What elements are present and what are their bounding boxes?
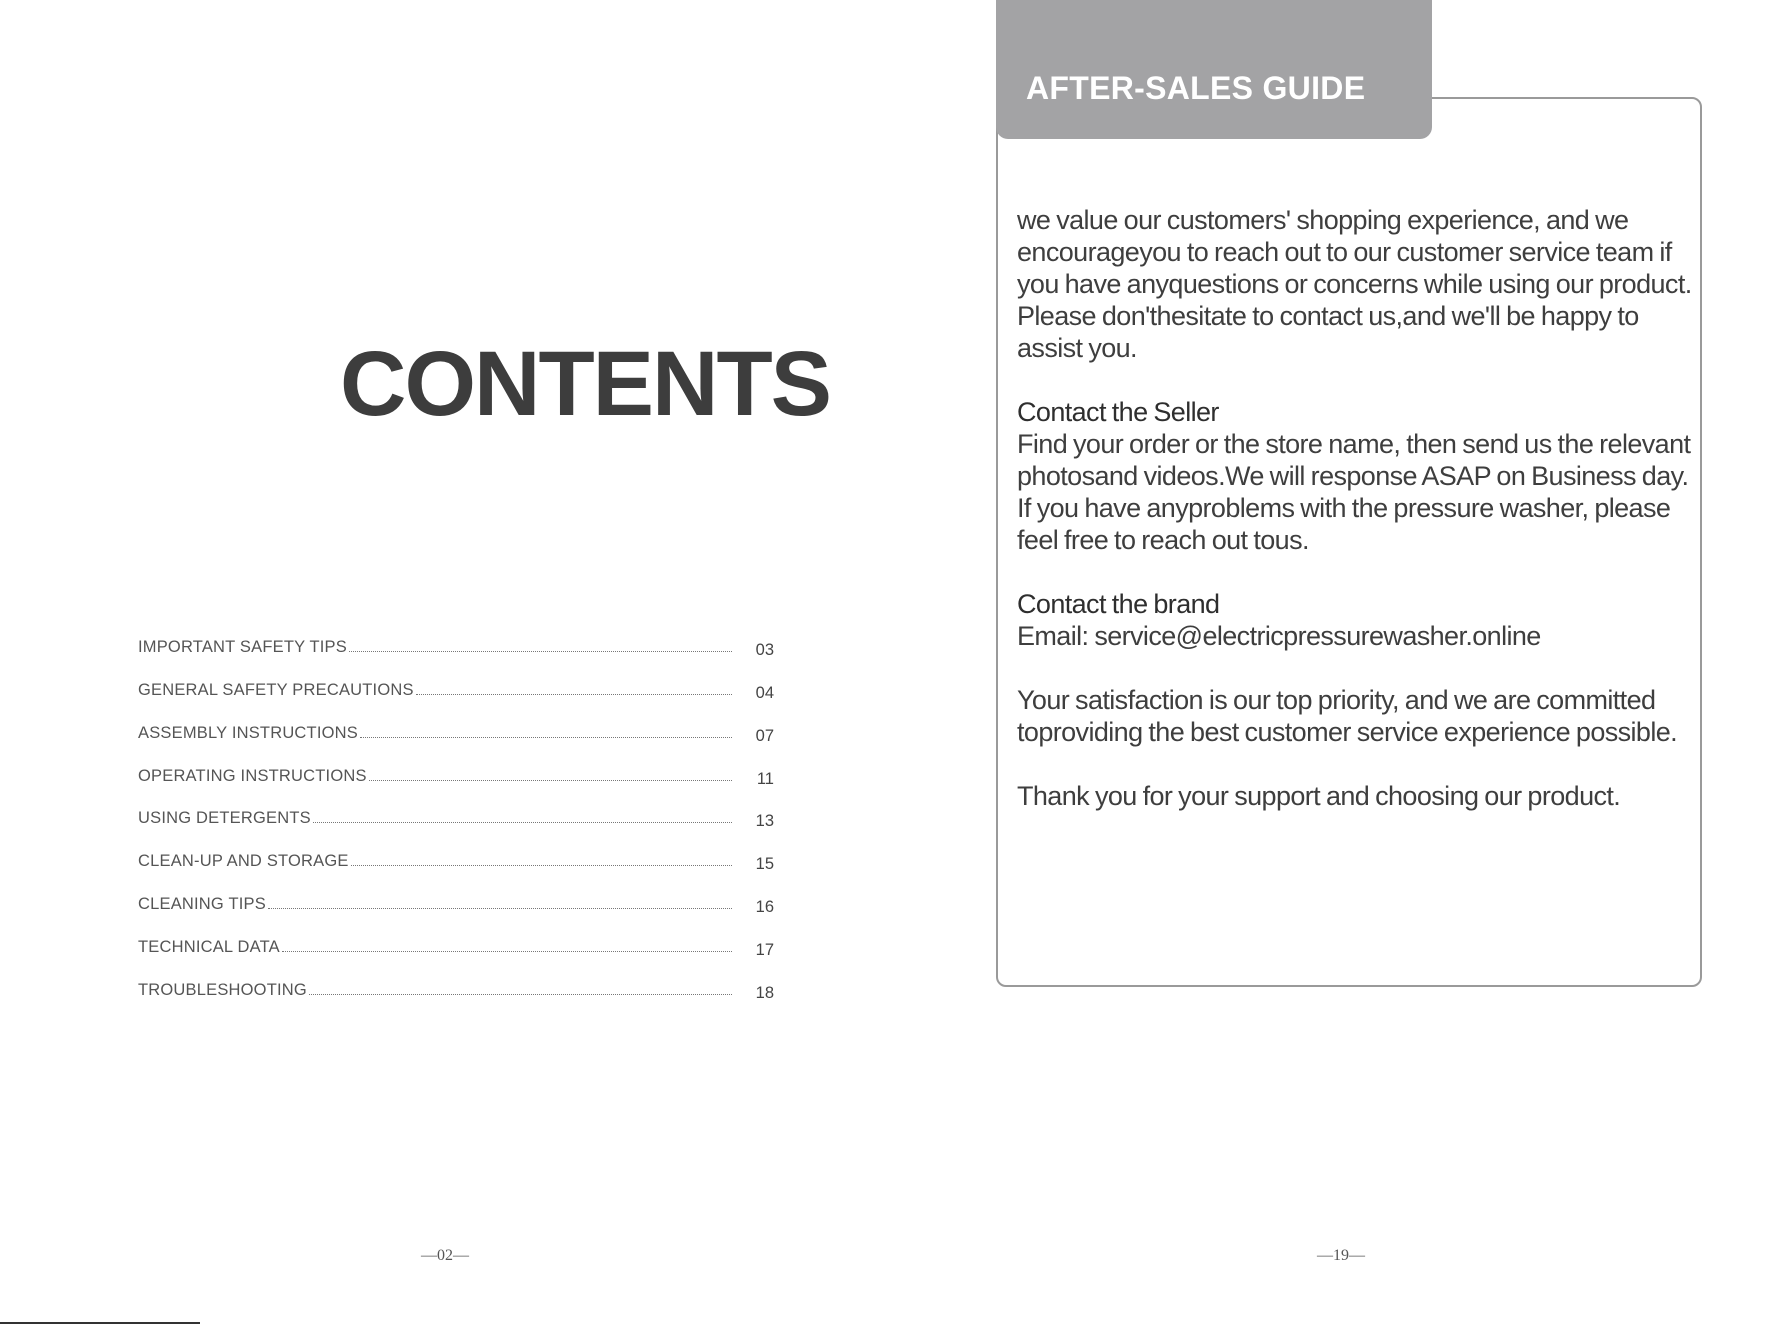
toc-entry[interactable] [138, 657, 774, 700]
toc-leader [311, 786, 732, 829]
toc-leader [358, 700, 732, 743]
toc-entry[interactable] [138, 871, 774, 917]
toc-leader [307, 957, 732, 1000]
toc-entry-label: IMPORTANT SAFETY TIPS [138, 637, 347, 656]
toc-entry-page: 13 [755, 812, 774, 831]
toc-entry[interactable] [138, 786, 774, 829]
toc-entry-page: 03 [755, 640, 774, 659]
toc-entry-page: 18 [755, 984, 774, 1003]
seller-heading: Contact the Seller [1017, 397, 1219, 427]
toc-leader [349, 828, 732, 871]
table-of-contents [138, 614, 774, 1003]
toc-entry-page: 11 [756, 769, 774, 788]
toc-leader [266, 871, 732, 914]
toc-leader [367, 743, 732, 786]
toc-entry[interactable] [138, 700, 774, 743]
intro-paragraph: we value our customers' shopping experience, and we encourageyou to reach out to our customer service team if you have anyquestions or concerns while using our product. Please don'thesitate to contact us,and we'll be happy to assist you. [1017, 205, 1692, 363]
left-page-number: —02— [421, 1247, 469, 1264]
toc-leader [347, 614, 732, 657]
seller-text: Find your order or the store name, then send us the relevant photosand videos.We will response ASAP on Business day. If you have anyproblems with the pressure washer, please feel free to reach out tous. [1017, 429, 1691, 555]
toc-entry[interactable] [138, 914, 774, 960]
toc-entry-page: 04 [755, 683, 774, 702]
seller-section [1017, 396, 1697, 556]
toc-entry-label: ASSEMBLY INSTRUCTIONS [138, 723, 358, 742]
toc-entry[interactable] [138, 614, 774, 657]
toc-leader [414, 657, 732, 700]
toc-entry-page: 15 [755, 855, 774, 874]
toc-entry-label: TROUBLESHOOTING [138, 981, 307, 1000]
toc-entry-page: 07 [755, 726, 774, 745]
toc-entry-label: USING DETERGENTS [138, 809, 311, 828]
toc-entry[interactable] [138, 743, 774, 786]
brand-email[interactable]: Email: service@electricpressurewasher.online [1017, 621, 1541, 651]
after-sales-body [1017, 204, 1697, 844]
contents-title: CONTENTS [340, 333, 830, 435]
brand-heading: Contact the brand [1017, 589, 1220, 619]
thanks-paragraph: Thank you for your support and choosing our product. [1017, 781, 1621, 811]
toc-entry[interactable] [138, 957, 774, 1003]
toc-leader [280, 914, 732, 957]
right-page-number: —19— [1317, 1247, 1365, 1264]
toc-entry-page: 17 [755, 941, 774, 960]
brand-section [1017, 588, 1697, 652]
toc-entry-label: TECHNICAL DATA [138, 938, 280, 957]
toc-entry-label: CLEANING TIPS [138, 895, 266, 914]
toc-entry-label: GENERAL SAFETY PRECAUTIONS [138, 680, 414, 699]
toc-entry-page: 16 [755, 898, 774, 917]
toc-entry[interactable] [138, 828, 774, 874]
toc-entry-label: OPERATING INSTRUCTIONS [138, 766, 367, 785]
toc-entry-label: CLEAN-UP AND STORAGE [138, 852, 349, 871]
satisfaction-paragraph: Your satisfaction is our top priority, and we are committed toproviding the best customer service experience possible. [1017, 685, 1678, 747]
after-sales-title: AFTER-SALES GUIDE [1026, 70, 1366, 106]
